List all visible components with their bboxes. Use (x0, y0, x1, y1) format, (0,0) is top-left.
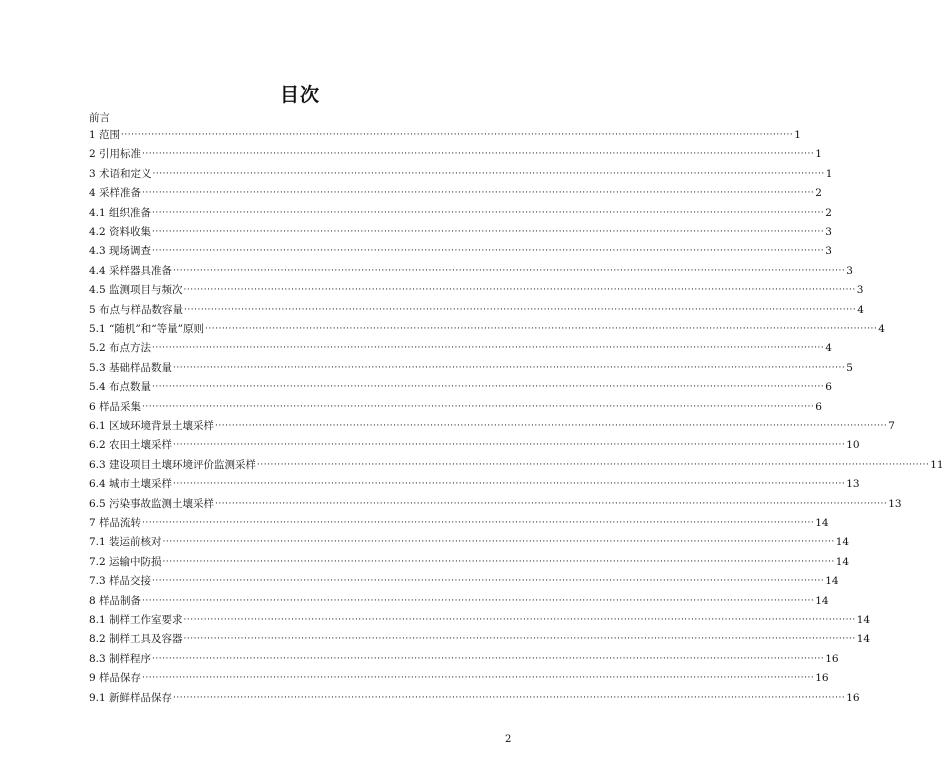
toc-entry[interactable] (89, 303, 864, 317)
toc-entry-label: 1 范围 (89, 129, 121, 141)
toc-entry[interactable] (89, 225, 832, 239)
toc-leader-dots: ········································································································································································································ (152, 653, 825, 664)
toc-entry-page: 1 (825, 167, 833, 180)
toc-entry-label: 8.1 制样工作室要求 (89, 614, 183, 626)
toc-entry[interactable] (89, 671, 829, 685)
toc-entry-label: 8.2 制样工具及容器 (89, 633, 183, 646)
toc-entry-label: 6.3 建设项目土壤环境评价监测采样 (89, 458, 257, 471)
toc-entry-page: 3 (825, 245, 832, 258)
toc-entry[interactable] (89, 691, 860, 705)
toc-entry-page: 2 (815, 187, 822, 200)
toc-leader-dots: ········································································································································································································ (152, 227, 825, 237)
toc-entry-label: 7 样品流转 (89, 517, 142, 529)
toc-entry-page: 4 (878, 323, 885, 335)
toc-leader-dots: ········································································································································································································ (142, 673, 815, 684)
toc-entry[interactable] (89, 419, 895, 433)
toc-leader-dots: ········································································································································································································ (173, 440, 846, 451)
toc-entry-label: 4.3 现场调查 (89, 245, 152, 258)
toc-leader-dots: ········································································································································································································ (173, 479, 846, 490)
toc-entry[interactable] (89, 147, 822, 161)
toc-preface: 前言 (89, 112, 110, 124)
toc-entry[interactable] (89, 283, 864, 297)
toc-entry-label: 9 样品保存 (89, 672, 142, 685)
toc-entry-label: 4.1 组织准备 (89, 206, 152, 219)
toc-entry[interactable] (89, 516, 829, 530)
toc-entry-page: 16 (825, 652, 839, 665)
toc-leader-dots: ········································································································································································································ (152, 246, 825, 257)
toc-entry-page: 4 (825, 342, 832, 355)
toc-entry-page: 3 (846, 264, 853, 277)
toc-leader-dots: ········································································································································································································ (184, 304, 857, 315)
toc-entry[interactable] (89, 361, 853, 375)
toc-entry[interactable] (89, 244, 832, 258)
toc-entry-page: 13 (888, 497, 902, 510)
toc-leader-dots: ········································································································································································································ (152, 343, 825, 354)
toc-leader-dots: ········································································································································································································ (142, 149, 815, 160)
toc-entry-label: 5.4 布点数量 (89, 381, 152, 394)
toc-entry-label: 5.1 “随机”和“等量”原则 (89, 323, 205, 335)
toc-entry[interactable] (89, 497, 902, 511)
toc-entry-label: 4.4 采样器具准备 (89, 264, 173, 277)
toc-entry-label: 3 术语和定义 (89, 167, 152, 180)
toc-entry-label: 9.1 新鲜样品保存 (89, 691, 173, 704)
toc-leader-dots: ········································································································································································································ (215, 498, 888, 509)
toc-entry-label: 7.1 装运前核对 (89, 536, 162, 549)
toc-entry-label: 6.4 城市土壤采样 (89, 478, 173, 491)
page-title: 目次 (279, 84, 320, 106)
toc-leader-dots: ········································································································································································································ (162, 537, 835, 548)
toc-entry-page: 2 (825, 206, 832, 219)
toc-entry-label: 8 样品制备 (89, 594, 142, 607)
toc-entry[interactable] (89, 652, 839, 666)
toc-leader-dots: ········································································································································································································ (183, 615, 856, 625)
toc-entry-page: 14 (835, 536, 850, 549)
toc-entry[interactable] (89, 186, 822, 200)
toc-entry-page: 16 (846, 691, 860, 704)
toc-entry-label: 5.2 布点方法 (89, 342, 152, 355)
toc-entry-page: 5 (846, 361, 853, 374)
toc-leader-dots: ········································································································································································································ (173, 692, 846, 703)
toc-leader-dots: ········································································································································································································ (142, 595, 815, 606)
toc-entry[interactable] (89, 380, 832, 394)
toc-entry-label: 5.3 基础样品数量 (89, 361, 173, 374)
toc-leader-dots: ········································································································································································································ (152, 168, 825, 179)
toc-leader-dots: ········································································································································································································ (257, 459, 930, 470)
toc-entry[interactable] (89, 477, 860, 491)
toc-entry[interactable] (89, 438, 860, 452)
toc-entry-page: 6 (815, 400, 822, 413)
toc-entry-label: 7.2 运输中防损 (89, 555, 162, 568)
toc-entry[interactable] (89, 555, 850, 569)
toc-leader-dots: ········································································································································································································ (173, 362, 846, 373)
toc-entry[interactable] (89, 322, 885, 336)
toc-entry[interactable] (89, 632, 871, 646)
toc-leader-dots: ········································································································································································································ (152, 576, 825, 587)
toc-entry[interactable] (89, 341, 832, 355)
toc-entry-label: 4.2 资料收集 (89, 226, 152, 238)
toc-leader-dots: ········································································································································································································ (215, 421, 888, 431)
toc-entry-page: 14 (835, 555, 850, 568)
toc-leader-dots: ········································································································································································································ (142, 518, 815, 528)
toc-entry-label: 6 样品采集 (89, 400, 142, 413)
toc-entry-label: 5 布点与样品数容量 (89, 303, 184, 316)
toc-entry[interactable] (89, 400, 822, 414)
toc-entry-page: 4 (857, 303, 864, 316)
toc-entry-label: 6.5 污染事故监测土壤采样 (89, 497, 215, 510)
toc-entry[interactable] (89, 128, 801, 142)
toc-entry[interactable] (89, 458, 944, 472)
toc-leader-dots: ········································································································································································································ (183, 634, 856, 645)
toc-leader-dots: ········································································································································································································ (162, 556, 835, 567)
toc-entry[interactable] (89, 206, 832, 220)
toc-entry-page: 1 (815, 148, 822, 161)
toc-leader-dots: ········································································································································································································ (173, 265, 846, 276)
toc-entry-label: 4 采样准备 (89, 187, 142, 200)
toc-entry[interactable] (89, 264, 853, 278)
toc-entry-page: 1 (794, 129, 801, 141)
toc-entry-page: 14 (856, 614, 871, 626)
toc-leader-dots: ········································································································································································································ (142, 188, 815, 199)
toc-leader-dots: ········································································································································································································ (183, 285, 856, 296)
toc-entry-page: 3 (856, 284, 864, 297)
toc-entry[interactable] (89, 613, 871, 627)
toc-entry-label: 4.5 监测项目与频次 (89, 284, 183, 297)
toc-entry-label: 8.3 制样程序 (89, 652, 152, 665)
toc-entry[interactable] (89, 535, 850, 549)
toc-entry-page: 14 (815, 594, 829, 607)
toc-entry-page: 14 (815, 517, 829, 529)
toc-entry-page: 14 (856, 633, 871, 646)
toc-leader-dots: ········································································································································································································ (205, 324, 878, 334)
toc-entry-page: 13 (846, 478, 860, 491)
toc-entry-label: 6.1 区域环境背景土壤采样 (89, 420, 215, 432)
toc-entry-page: 7 (888, 420, 895, 432)
toc-leader-dots: ········································································································································································································ (121, 130, 794, 140)
toc-leader-dots: ········································································································································································································ (152, 207, 825, 218)
toc-entry-page: 14 (825, 575, 839, 588)
toc-entry-page: 6 (825, 381, 832, 394)
toc-entry-page: 16 (815, 672, 829, 685)
toc-entry-label: 6.2 农田土壤采样 (89, 439, 173, 452)
toc-entry[interactable] (89, 167, 833, 181)
toc-entry-page: 11 (930, 458, 944, 471)
toc-entry-label: 7.3 样品交接 (89, 575, 152, 588)
page-number: 2 (505, 734, 512, 745)
toc-entry-page: 3 (825, 226, 832, 238)
toc-entry-page: 10 (846, 439, 860, 452)
toc-entry[interactable] (89, 594, 829, 608)
toc-entry[interactable] (89, 574, 839, 588)
toc-leader-dots: ········································································································································································································ (152, 382, 825, 393)
toc-leader-dots: ········································································································································································································ (142, 401, 815, 412)
toc-entry-label: 2 引用标准 (89, 148, 142, 161)
